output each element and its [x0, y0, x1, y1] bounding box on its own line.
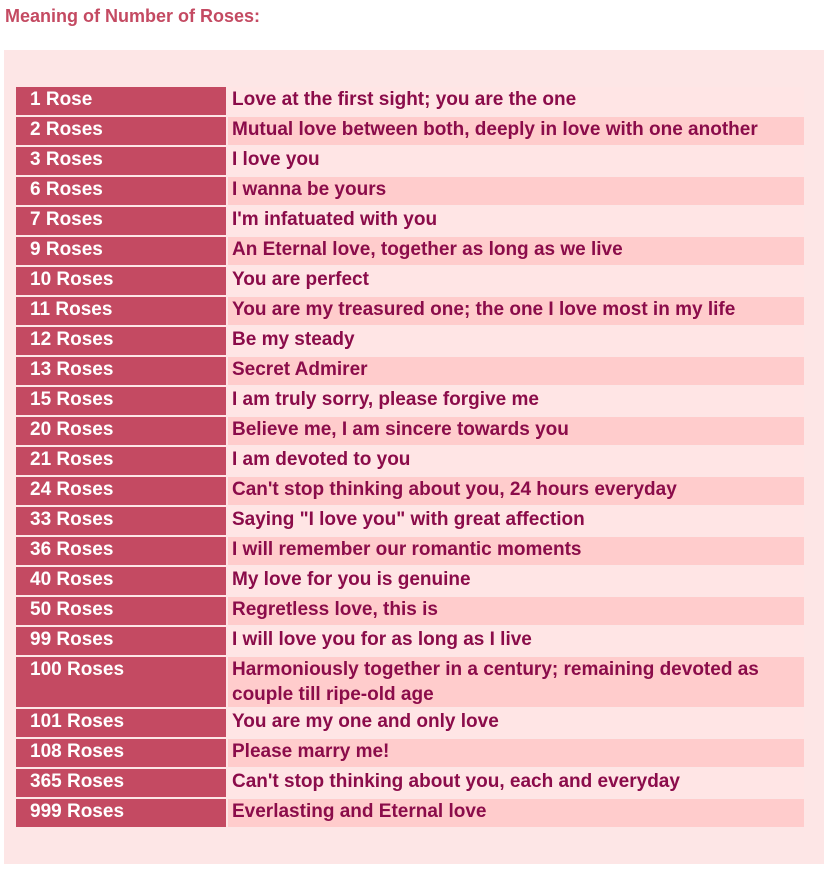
table-row [16, 87, 804, 115]
rose-count-cell: 33 Roses [16, 507, 226, 535]
table-row [16, 207, 804, 235]
rose-count-cell: 12 Roses [16, 327, 226, 355]
table-row [16, 709, 804, 737]
table-row [16, 739, 804, 767]
rose-count-cell: 2 Roses [16, 117, 226, 145]
rose-meaning-cell: I am devoted to you [228, 447, 804, 475]
rose-meaning-cell: Be my steady [228, 327, 804, 355]
rose-count-cell: 20 Roses [16, 417, 226, 445]
table-row [16, 327, 804, 355]
rose-count-cell: 9 Roses [16, 237, 226, 265]
rose-meaning-cell: My love for you is genuine [228, 567, 804, 595]
rose-meaning-cell: You are my treasured one; the one I love most in my life [228, 297, 804, 325]
rose-meaning-cell: Secret Admirer [228, 357, 804, 385]
rose-meaning-cell: I wanna be yours [228, 177, 804, 205]
rose-meaning-cell: Love at the first sight; you are the one [228, 87, 804, 115]
table-row [16, 627, 804, 655]
table-row [16, 597, 804, 625]
rose-count-cell: 3 Roses [16, 147, 226, 175]
rose-meaning-cell: Regretless love, this is [228, 597, 804, 625]
rose-meaning-cell: Believe me, I am sincere towards you [228, 417, 804, 445]
rose-meaning-cell: Can't stop thinking about you, 24 hours everyday [228, 477, 804, 505]
rose-count-cell: 101 Roses [16, 709, 226, 737]
rose-count-cell: 11 Roses [16, 297, 226, 325]
table-row [16, 507, 804, 535]
rose-count-cell: 99 Roses [16, 627, 226, 655]
table-row [16, 237, 804, 265]
table-row [16, 477, 804, 505]
rose-count-cell: 50 Roses [16, 597, 226, 625]
rose-count-cell: 13 Roses [16, 357, 226, 385]
table-body [16, 87, 804, 827]
rose-count-cell: 36 Roses [16, 537, 226, 565]
rose-count-cell: 365 Roses [16, 769, 226, 797]
rose-meaning-cell: Please marry me! [228, 739, 804, 767]
rose-count-cell: 108 Roses [16, 739, 226, 767]
rose-meaning-cell: Mutual love between both, deeply in love with one another [228, 117, 804, 145]
rose-count-cell: 40 Roses [16, 567, 226, 595]
table-row [16, 297, 804, 325]
rose-meaning-cell: You are my one and only love [228, 709, 804, 737]
rose-count-cell: 7 Roses [16, 207, 226, 235]
rose-count-cell: 10 Roses [16, 267, 226, 295]
rose-meaning-cell: Can't stop thinking about you, each and everyday [228, 769, 804, 797]
table-row [16, 267, 804, 295]
roses-panel [4, 50, 824, 864]
table-row [16, 537, 804, 565]
rose-meaning-cell: An Eternal love, together as long as we live [228, 237, 804, 265]
table-row [16, 147, 804, 175]
rose-count-cell: 21 Roses [16, 447, 226, 475]
table-row [16, 769, 804, 797]
rose-count-cell: 999 Roses [16, 799, 226, 827]
table-row [16, 177, 804, 205]
table-row [16, 387, 804, 415]
table-row [16, 657, 804, 707]
rose-meaning-cell: You are perfect [228, 267, 804, 295]
table-row [16, 357, 804, 385]
rose-count-cell: 15 Roses [16, 387, 226, 415]
table-row [16, 447, 804, 475]
rose-count-cell: 24 Roses [16, 477, 226, 505]
rose-meaning-cell: I love you [228, 147, 804, 175]
rose-count-cell: 100 Roses [16, 657, 226, 707]
rose-meaning-cell: Harmoniously together in a century; remaining devoted as couple till ripe-old age [228, 657, 804, 707]
roses-meaning-table [14, 85, 806, 829]
rose-count-cell: 6 Roses [16, 177, 226, 205]
rose-meaning-cell: I will love you for as long as I live [228, 627, 804, 655]
rose-meaning-cell: I am truly sorry, please forgive me [228, 387, 804, 415]
page-title: Meaning of Number of Roses: [5, 6, 261, 26]
rose-count-cell: 1 Rose [16, 87, 226, 115]
table-row [16, 567, 804, 595]
rose-meaning-cell: I will remember our romantic moments [228, 537, 804, 565]
table-row [16, 799, 804, 827]
rose-meaning-cell: I'm infatuated with you [228, 207, 804, 235]
rose-meaning-cell: Everlasting and Eternal love [228, 799, 804, 827]
table-row [16, 117, 804, 145]
rose-meaning-cell: Saying "I love you" with great affection [228, 507, 804, 535]
table-row [16, 417, 804, 445]
